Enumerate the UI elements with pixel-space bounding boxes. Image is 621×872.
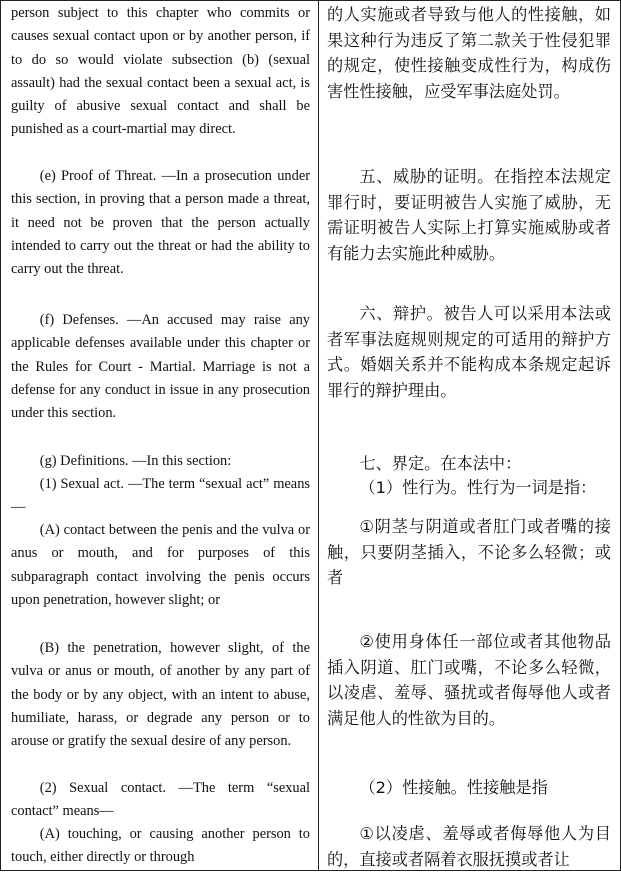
- en-text: person subject to this chapter who commits or causes sexual contact upon or by another person, if to do so would violate subsection (b) (sexual assault) had the sexual contact been a sexual act, is guilty of abusive sexual contact and shall be punished as a court-martial may direct.: [11, 5, 310, 138]
- cn-text: 五、威胁的证明。在指控本法规定罪行时，要证明被告人实施了威胁，无需证明被告人实际上打算实施威胁或者有能力去实施此种威胁。: [327, 167, 611, 263]
- cn-paragraph-proof-of-threat: [327, 164, 611, 266]
- cn-text: 的人实施或者导致与他人的性接触，如果这种行为违反了第二款关于性侵犯罪的规定，使性接触变成性行为，构成伤害性性接触，应受军事法庭处罚。: [327, 5, 611, 101]
- cn-text: ①以凌虐、羞辱或者侮辱他人为目的，直接或者隔着衣服抚摸或者让: [327, 824, 611, 869]
- column-divider: [318, 0, 319, 871]
- en-paragraph-continuation: [11, 2, 310, 142]
- cn-paragraph-sexual-act: [327, 475, 611, 501]
- cn-text: （2）性接触。性接触是指: [359, 778, 548, 797]
- cn-paragraph-sexual-contact: [327, 775, 611, 801]
- cn-paragraph-defenses: [327, 301, 611, 403]
- en-paragraph-defenses: [11, 309, 310, 425]
- cn-paragraph-sexual-contact-a: [327, 821, 611, 872]
- en-paragraph-sexual-act-a: [11, 519, 310, 612]
- en-text: (f) Defenses. —An accused may raise any applicable defenses available under this chapter or the Rules for Court - Martial. Marriage is not a defense for any conduct in issue in any prosecution under this section.: [11, 312, 310, 422]
- en-paragraph-proof-of-threat: [11, 165, 310, 281]
- en-paragraph-sexual-contact-a: [11, 823, 310, 870]
- cn-text: 六、辩护。被告人可以采用本法或者军事法庭规则规定的可适用的辩护方式。婚姻关系并不能构成本条规定起诉罪行的辩护理由。: [327, 304, 611, 400]
- en-text: (A) touching, or causing another person to touch, either directly or through: [11, 826, 310, 866]
- cn-paragraph-sexual-act-a: [327, 514, 611, 591]
- cn-text: （1）性行为。性行为一词是指：: [359, 478, 597, 497]
- en-text: (1) Sexual act. —The term “sexual act” means—: [11, 476, 310, 516]
- en-text: (B) the penetration, however slight, of the vulva or anus or mouth, of another by any part of the body or by any object, with an intent to abuse, humiliate, harass, or degrade any person or to arouse or gratify the sexual desire of any person.: [11, 640, 310, 750]
- top-border: [0, 0, 621, 1]
- en-paragraph-sexual-act-b: [11, 637, 310, 753]
- cn-paragraph-continuation: [327, 2, 611, 104]
- cn-paragraph-definitions: [327, 451, 611, 477]
- en-text: (2) Sexual contact. —The term “sexual contact” means—: [11, 780, 310, 820]
- cn-paragraph-sexual-act-b: [327, 629, 611, 731]
- en-paragraph-sexual-act: [11, 473, 310, 520]
- en-paragraph-definitions: [11, 450, 310, 473]
- en-text: (A) contact between the penis and the vulva or anus or mouth, and for purposes of this subparagraph contact involving the penis occurs upon penetration, however slight; or: [11, 522, 310, 608]
- en-text: (e) Proof of Threat. —In a prosecution under this section, in proving that a person made a threat, it need not be proven that the person actually intended to carry out the threat or had the ability to carry out the threat.: [11, 168, 310, 278]
- en-paragraph-sexual-contact: [11, 777, 310, 824]
- cn-text: ②使用身体任一部位或者其他物品插入阴道、肛门或嘴，不论多么轻微，以凌虐、羞辱、骚扰或者侮辱他人或者满足他人的性欲为目的。: [327, 632, 611, 728]
- left-border: [0, 0, 1, 871]
- en-text: (g) Definitions. —In this section:: [39, 453, 232, 469]
- cn-text: ①阴茎与阴道或者肛门或者嘴的接触，只要阴茎插入，不论多么轻微；或者: [327, 517, 611, 587]
- cn-text: 七、界定。在本法中：: [359, 454, 522, 473]
